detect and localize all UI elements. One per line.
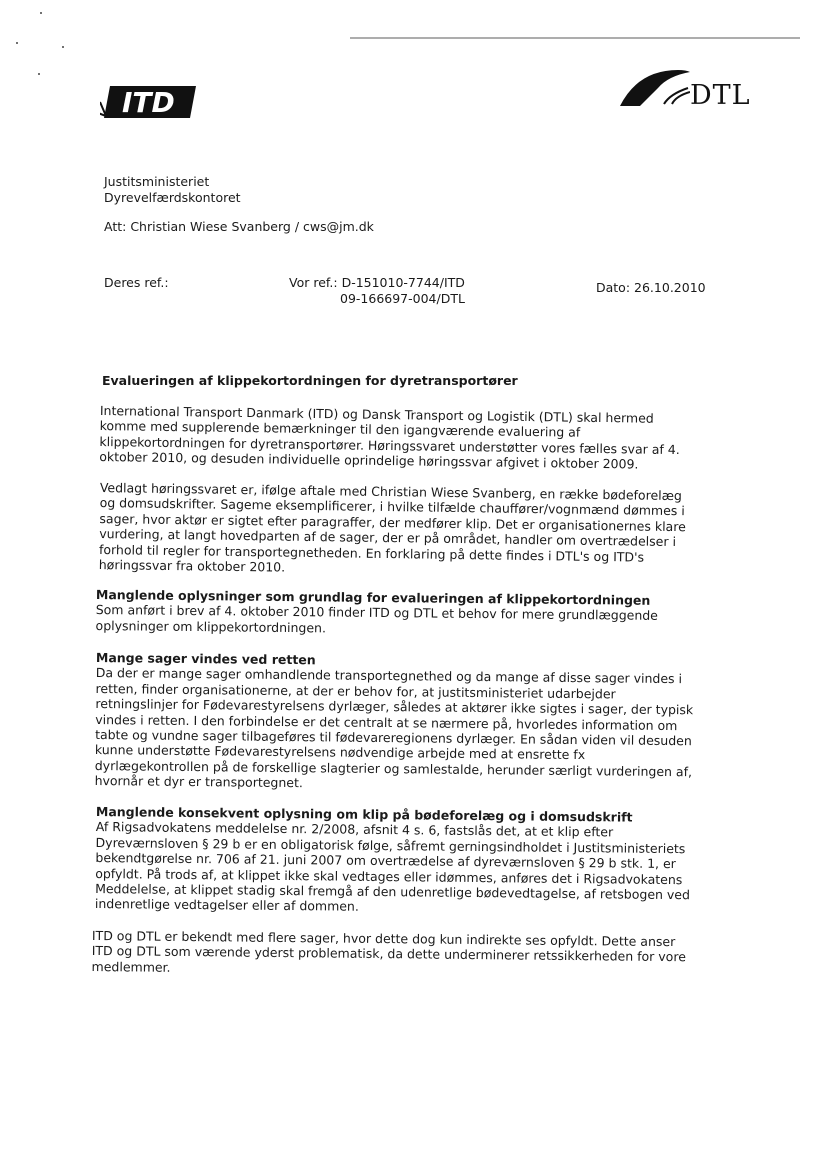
letter-body bbox=[91, 373, 700, 989]
our-reference-label: Vor ref.: bbox=[289, 275, 338, 290]
paragraph-closing: ITD og DTL er bekendt med flere sager, hvor dette dog kun indirekte ses opfyldt. Dette anser ITD og DTL som værende yderst problematisk, da dette underminerer retssikkerheden for vore medlemmer. bbox=[91, 928, 687, 975]
section-heading: Manglende konsekvent oplysning om klip på bødeforelæg og i domsudskrift bbox=[95, 804, 633, 825]
svg-text:ITD: ITD bbox=[122, 86, 175, 119]
recipient-line-1: Justitsministeriet bbox=[104, 174, 210, 189]
itd-logo bbox=[100, 80, 200, 122]
paragraph-attachments: Vedlagt høringssvaret er, ifølge aftale med Christian Wiese Svanberg, en række bødeforelæg og domsudskrifter. Sageme eksemplificerer, i hvilke tilfælde chauffører/vognmænd dømmes i sager, hvor aktør er sigtet efter paragraffer, der medfører klip. Det er organisationernes klare vurdering, at langt hovedparten af de sager, der er på området, handler om overtrædelser i forhold til regler for transportegnetheden. En forklaring på dette findes i DTL's og ITD's høringssvar fra oktober 2010. bbox=[98, 480, 686, 575]
dtl-logo bbox=[618, 64, 778, 114]
date-label: Dato: bbox=[596, 280, 631, 295]
dtl-logo-wordmark: DTL bbox=[690, 80, 751, 111]
scan-edge-line bbox=[350, 37, 800, 39]
attention-line: Att: Christian Wiese Svanberg / cws@jm.dk bbox=[104, 219, 374, 234]
scan-speck bbox=[16, 42, 18, 44]
recipient-line-2: Dyrevelfærdskontoret bbox=[104, 190, 241, 205]
paragraph-intro: International Transport Danmark (ITD) og Dansk Transport og Logistik (DTL) skal hermed komme med supplerende bemærkninger til den igangværende evaluering af klippekortordningen for dyretransportører. Høringssvaret understøtter vores fælles svar af 4. oktober 2010, og desuden individuelle oprindelige høringssvar afgivet i oktober 2009. bbox=[99, 403, 680, 473]
section-cases-won-in-court bbox=[95, 650, 700, 795]
scan-speck bbox=[38, 73, 40, 75]
letter-title: Evalueringen af klippekortordningen for dyretransportører bbox=[102, 373, 518, 388]
section-body: Da der er mange sager omhandlende transportegnethed og da mange af disse sager vindes i retten, finder organisationerne, at der er behov for, at justitsministeriet udarbejder retningslinjer for Fødevarestyrelsens dyrlæger, således at aktører ikke sigtes i sager, der typisk vindes i retten. I den forbindelse er det centralt at se nærmere på, hvorledes information om tabte og vundne sager tilbageføres til fødevareregionens dyrlæger. En sådan viden vil desuden kunne understøtte Fødevarestyrelsens nødvendige arbejde med at ensrette fx dyrlægekontrollen på de forskellige slagterier og samlestalde, herunder særligt vurderingen af, hvornår et dyr er transportegnet. bbox=[94, 665, 694, 791]
our-reference-value-1: D-151010-7744/ITD bbox=[341, 275, 465, 290]
section-inconsistent-clip-information bbox=[95, 804, 700, 918]
section-body: Som anført i brev af 4. oktober 2010 finder ITD og DTL et behov for mere grundlæggende oplysninger om klippekortordningen. bbox=[95, 602, 658, 636]
scan-speck bbox=[62, 46, 64, 48]
scan-speck bbox=[40, 12, 42, 14]
letter-date bbox=[596, 280, 706, 296]
recipient-block bbox=[104, 174, 241, 206]
section-heading: Mange sager vindes ved retten bbox=[95, 649, 316, 667]
our-reference-value-2: 09-166697-004/DTL bbox=[340, 291, 465, 306]
section-body: Af Rigsadvokatens meddelelse nr. 2/2008, afsnit 4 s. 6, fastslås det, at et klip efter Dyreværnsloven § 29 b er en obligatorisk følge, såfremt gerningsindholdet i Justitsministeriets bekendtgørelse nr. 706 af 21. juni 2007 om overtrædelse af dyreværnsloven § 29 b stk. 1, er opfyldt. På trods af, at klippet ikke skal vedtages eller idømmes, anføres det i Rigsadvokatens Meddelelse, at klippet stadig skal fremgå af den udenretlige bødevedtagelse, af retsbogen ved indenretlige vedtagelser eller af dommen. bbox=[94, 819, 691, 915]
our-reference bbox=[289, 275, 465, 307]
section-heading: Manglende oplysninger som grundlag for evalueringen af klippekortordningen bbox=[95, 587, 651, 609]
section-missing-information bbox=[96, 587, 700, 640]
your-reference: Deres ref.: bbox=[104, 275, 169, 290]
date-value: 26.10.2010 bbox=[634, 280, 706, 295]
